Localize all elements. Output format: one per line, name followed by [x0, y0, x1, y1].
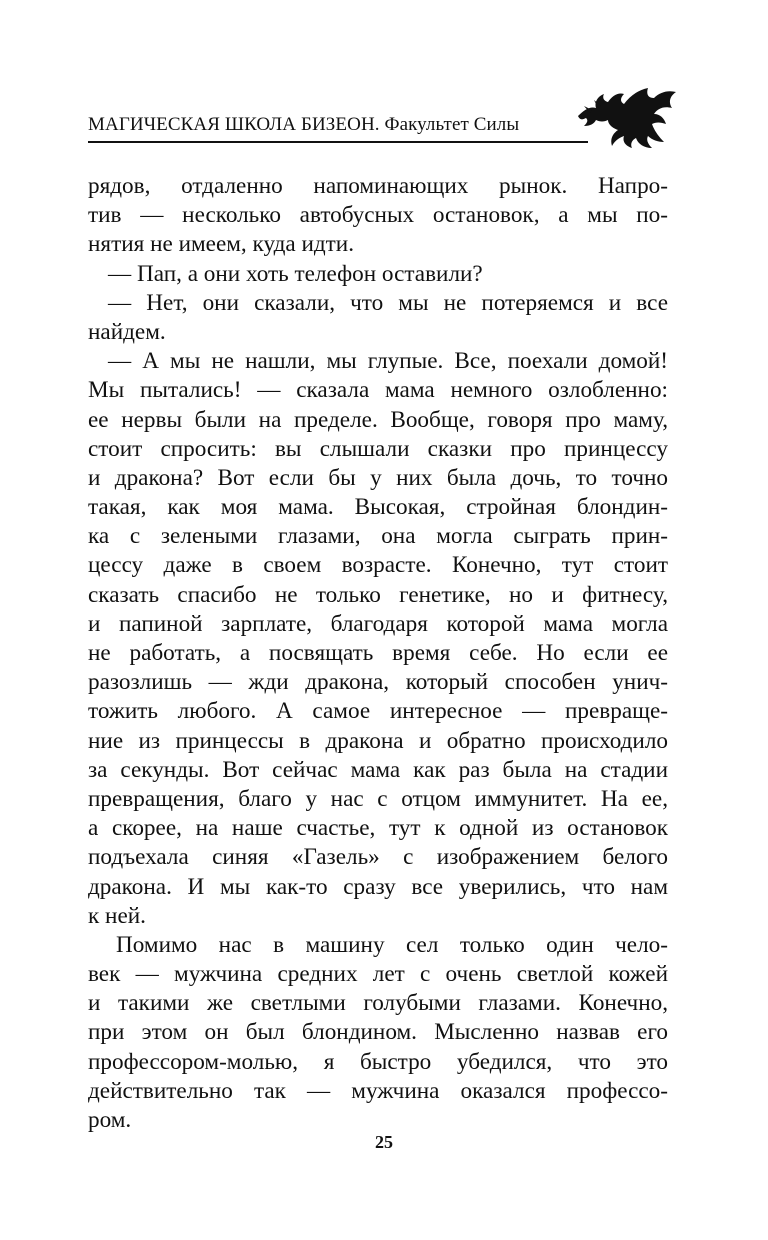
text-line: ром.: [88, 1107, 132, 1133]
text-line: такая, как моя мама. Высокая, стройная блондин-: [88, 494, 668, 521]
text-line: — Пап, а они хоть телефон оставили?: [108, 260, 483, 287]
text-line: стоит спросить: вы слышали сказки про принцессу: [88, 435, 668, 462]
text-line: нятия не имеем, куда идти.: [88, 231, 355, 258]
text-line: за секунды. Вот сейчас мама как раз была на стадии: [88, 756, 668, 783]
text-line: и папиной зарплате, благодаря которой мама могла: [88, 610, 668, 637]
text-line: Мы пытались! — сказала мама немного озлобленно:: [88, 377, 668, 404]
text-line: цессу даже в своем возрасте. Конечно, тут стоит: [88, 552, 668, 579]
text-line: ка с зелеными глазами, она могла сыграть прин-: [88, 523, 668, 550]
text-line: подъехала синяя «Газель» с изображением белого: [88, 844, 668, 871]
text-line: — А мы не нашли, мы глупые. Все, поехали домой!: [108, 348, 668, 375]
dragon-icon: [574, 84, 678, 150]
text-line: ние из принцессы в дракона и обратно происходило: [88, 727, 668, 754]
text-line: а скорее, на наше счастье, тут к одной из остановок: [88, 815, 668, 842]
text-line: профессором-молью, я быстро убедился, что это: [88, 1048, 668, 1075]
text-line: рядов, отдаленно напоминающих рынок. Напро-: [88, 173, 668, 199]
text-line: действительно так — мужчина оказался профессо-: [88, 1077, 668, 1104]
text-line: тожить любого. А самое интересное — превраще-: [88, 698, 668, 725]
running-header: [88, 84, 682, 148]
text-line: при этом он был блондином. Мысленно назвав его: [88, 1019, 668, 1046]
text-line: и такими же светлыми голубыми глазами. Конечно,: [88, 990, 668, 1017]
text-line: тив — несколько автобусных остановок, а мы по-: [88, 202, 668, 229]
text-line: разозлишь — жди дракона, который способен унич-: [88, 669, 668, 696]
text-line: дракона. И мы как-то сразу все уверились, что нам: [88, 873, 668, 900]
page-number: 25: [375, 1132, 393, 1152]
text-line: — Нет, они сказали, что мы не потеряемся и все: [108, 289, 668, 316]
text-line: век — мужчина средних лет с очень светлой кожей: [88, 961, 668, 988]
text-line: не работать, а посвящать время себе. Но если ее: [88, 640, 668, 666]
text-line: найдем.: [88, 318, 166, 345]
text-line: превращения, благо у нас с отцом иммунитет. На ее,: [88, 785, 668, 812]
running-title: МАГИЧЕСКАЯ ШКОЛА БИЗЕОН. Факультет Силы: [88, 114, 520, 135]
text-line: Помимо нас в машину сел только один чело-: [116, 931, 668, 958]
text-line: и дракона? Вот если бы у них была дочь, то точно: [88, 464, 668, 491]
text-line: ее нервы были на пределе. Вообще, говоря про маму,: [88, 406, 668, 433]
text-line: к ней.: [88, 902, 146, 929]
text-line: сказать спасибо не только генетике, но и фитнесу,: [88, 581, 668, 608]
header-rule: [88, 141, 588, 143]
body-text: [88, 172, 668, 1135]
